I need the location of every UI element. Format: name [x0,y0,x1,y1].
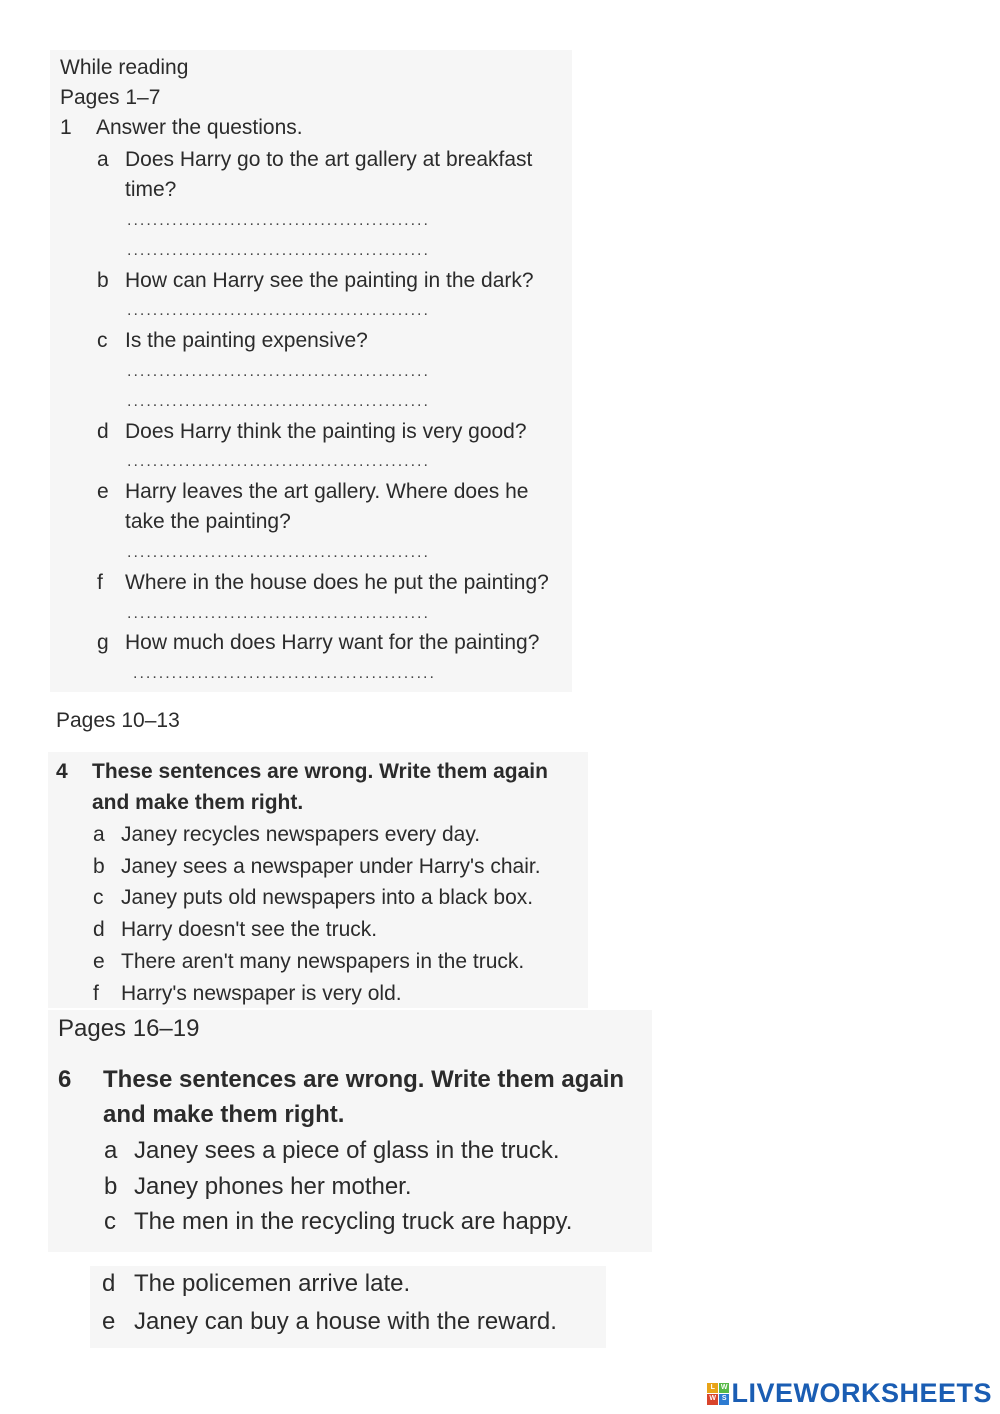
task4-item-e-text: There aren't many newspapers in the truck. [121,950,525,973]
task6-instruction-line2: and make them right. [103,1101,345,1128]
task6-item-a-letter: a [104,1137,118,1164]
task6-item-c-letter: c [104,1208,116,1235]
question-a-text: Does Harry go to the art gallery at breakfast [125,148,533,171]
question-g-text: How much does Harry want for the painting? [125,631,540,654]
question-f-text: Where in the house does he put the painting? [125,571,549,594]
question-d-text: Does Harry think the painting is very good? [125,420,527,443]
task4-item-c-letter: c [93,886,104,909]
question-d-letter: d [97,420,109,443]
logo-mark-icon: L W W S [707,1383,729,1405]
question-b-letter: b [97,269,109,292]
answer-line-d[interactable]: ............................................... [127,453,430,470]
question-b-text: How can Harry see the painting in the dark? [125,269,534,292]
task4-item-c-text: Janey puts old newspapers into a black box. [121,886,534,909]
question-e-letter: e [97,480,109,503]
section1-heading: While reading [60,56,189,79]
task4-item-f-text: Harry's newspaper is very old. [121,982,402,1005]
question-c-letter: c [97,329,108,352]
task4-instruction-line2: and make them right. [92,791,304,814]
question-e-text: Harry leaves the art gallery. Where does he [125,480,529,503]
section2-pages: Pages 10–13 [56,709,180,732]
task4-item-b-text: Janey sees a newspaper under Harry's chair. [121,855,541,878]
section3-pages: Pages 16–19 [58,1015,200,1042]
task4-item-d-text: Harry doesn't see the truck. [121,918,378,941]
answer-line-e[interactable]: ............................................... [127,544,430,561]
liveworksheets-logo[interactable] [707,1378,992,1409]
answer-line-c2[interactable]: ............................................... [127,393,430,410]
question-g-letter: g [97,631,109,654]
task6-item-b-text: Janey phones her mother. [134,1173,412,1200]
answer-line-a1[interactable]: ............................................... [127,212,430,229]
task4-item-f-letter: f [93,982,99,1005]
task4-item-d-letter: d [93,918,105,941]
answer-line-c1[interactable]: ............................................... [127,363,430,380]
answer-line-b[interactable]: ............................................... [127,302,430,319]
task1-instruction: Answer the questions. [96,116,303,139]
task4-item-a-text: Janey recycles newspapers every day. [121,823,481,846]
task6-item-e-letter: e [102,1308,116,1335]
task6-item-b-letter: b [104,1173,118,1200]
logo-text: LIVEWORKSHEETS [731,1378,992,1408]
answer-line-f[interactable]: ............................................... [127,605,430,622]
question-f-letter: f [97,571,103,594]
task6-item-d-text: The policemen arrive late. [134,1270,411,1297]
task1-number: 1 [60,116,72,139]
section1-pages: Pages 1–7 [60,86,161,109]
task4-number: 4 [56,760,68,783]
task4-item-b-letter: b [93,855,105,878]
task4-instruction-line1: These sentences are wrong. Write them again [92,760,548,783]
task6-item-d-letter: d [102,1270,116,1297]
task6-item-c-text: The men in the recycling truck are happy. [134,1208,573,1235]
question-c-text: Is the painting expensive? [125,329,368,352]
task6-instruction-line1: These sentences are wrong. Write them again [103,1066,625,1093]
question-a-letter: a [97,148,109,171]
task4-item-e-letter: e [93,950,105,973]
question-e-text-cont: take the painting? [125,510,291,533]
answer-line-g[interactable]: ............................................... [133,665,436,682]
task4-item-a-letter: a [93,823,105,846]
question-a-text-cont: time? [125,178,177,201]
task6-number: 6 [58,1066,72,1093]
task6-item-e-text: Janey can buy a house with the reward. [134,1308,557,1335]
answer-line-a2[interactable]: ............................................... [127,242,430,259]
task6-item-a-text: Janey sees a piece of glass in the truck. [134,1137,560,1164]
